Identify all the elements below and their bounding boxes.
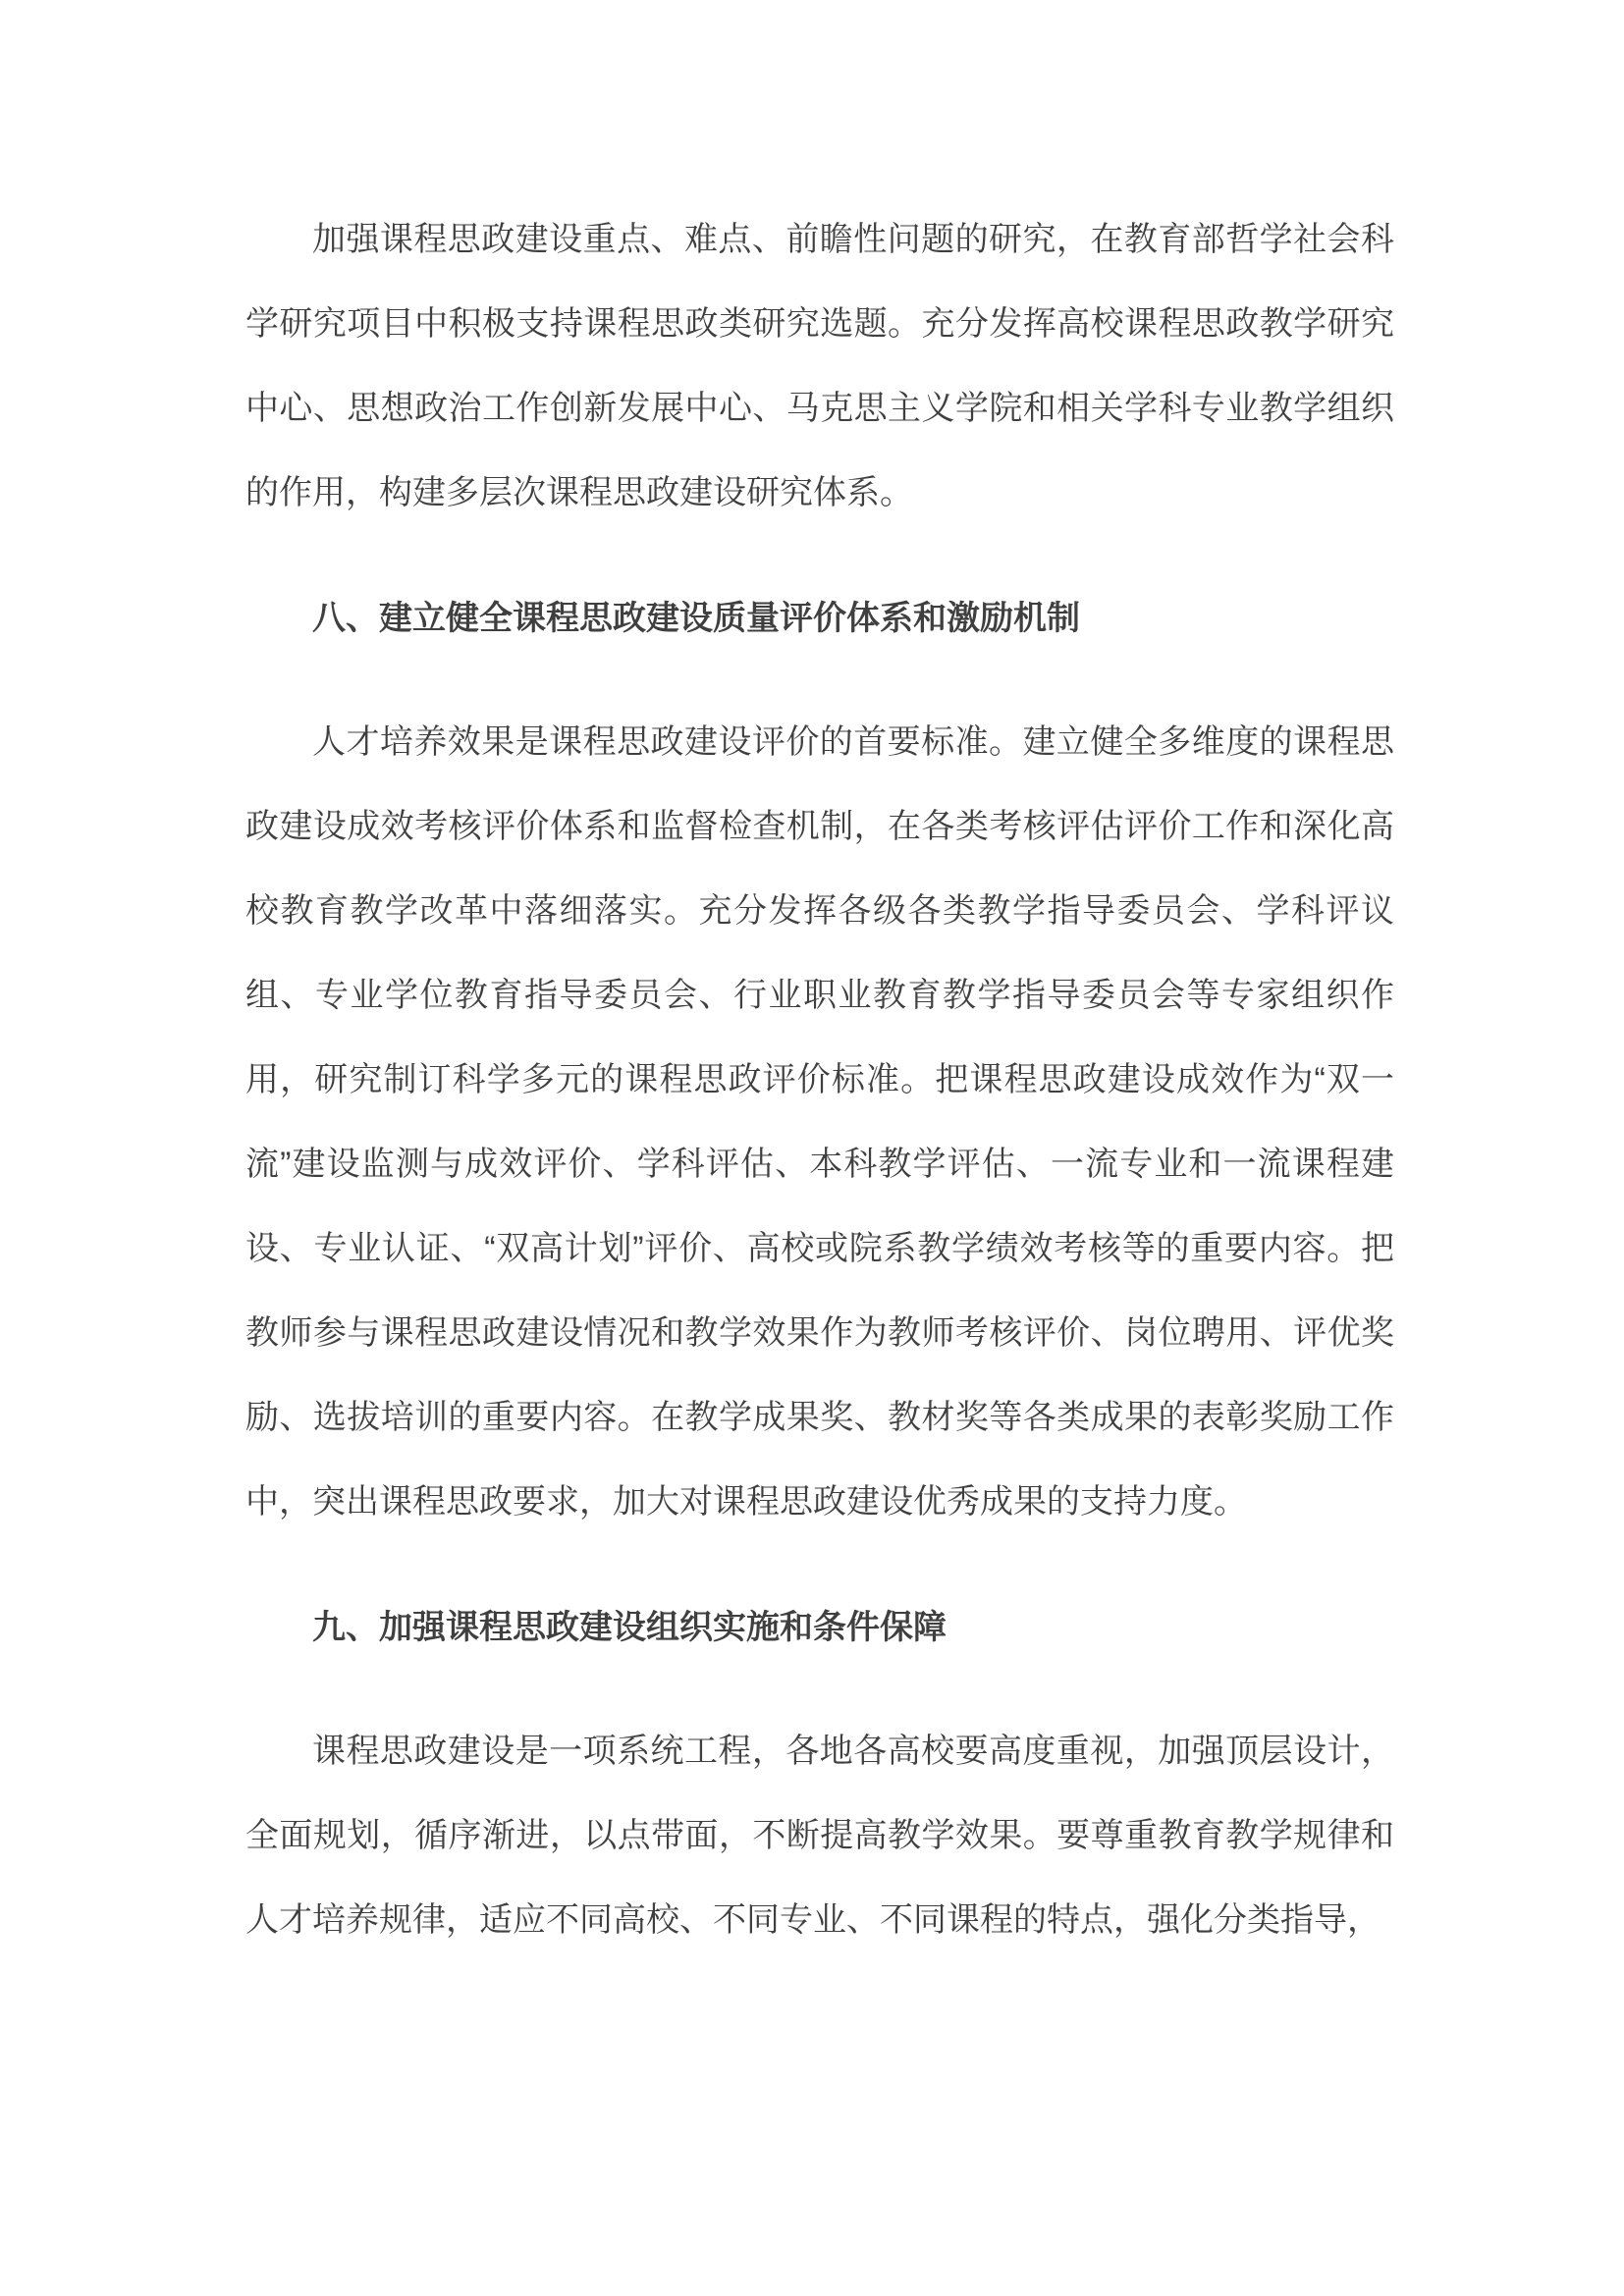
section-heading-8: 八、建立健全课程思政建设质量评价体系和激励机制: [312, 600, 1080, 637]
body-paragraph-implementation: 课程思政建设是一项系统工程，各地各高校要高度重视，加强顶层设计，全面规划，循序渐进，以点带面，不断提高教学效果。要尊重教育教学规律和人才培养规律，适应不同高校、不同专业、不同课程的特点，强化分类指导，: [245, 1733, 1394, 1939]
section-heading-9: 九、加强课程思政建设组织实施和条件保障: [312, 1609, 947, 1646]
body-paragraph-research: 加强课程思政建设重点、难点、前瞻性问题的研究，在教育部哲学社会科学研究项目中积极支持课程思政类研究选题。充分发挥高校课程思政教学研究中心、思想政治工作创新发展中心、马克思主义学院和相关学科专业教学组织的作用，构建多层次课程思政建设研究体系。: [245, 221, 1394, 511]
body-paragraph-evaluation: 人才培养效果是课程思政建设评价的首要标准。建立健全多维度的课程思政建设成效考核评价体系和监督检查机制，在各类考核评估评价工作和深化高校教育教学改革中落细落实。充分发挥各级各类教学指导委员会、学科评议组、专业学位教育指导委员会、行业职业教育教学指导委员会等专家组织作用，研究制订科学多元的课程思政评价标准。把课程思政建设成效作为“双一流”建设监测与成效评价、学科评估、本科教学评估、一流专业和一流课程建设、专业认证、“双高计划”评价、高校或院系教学绩效考核等的重要内容。把教师参与课程思政建设情况和教学效果作为教师考核评价、岗位聘用、评优奖励、选拔培训的重要内容。在教学成果奖、教材奖等各类成果的表彰奖励工作中，突出课程思政要求，加大对课程思政建设优秀成果的支持力度。: [245, 723, 1394, 1521]
document-text-block: [245, 197, 1394, 1962]
